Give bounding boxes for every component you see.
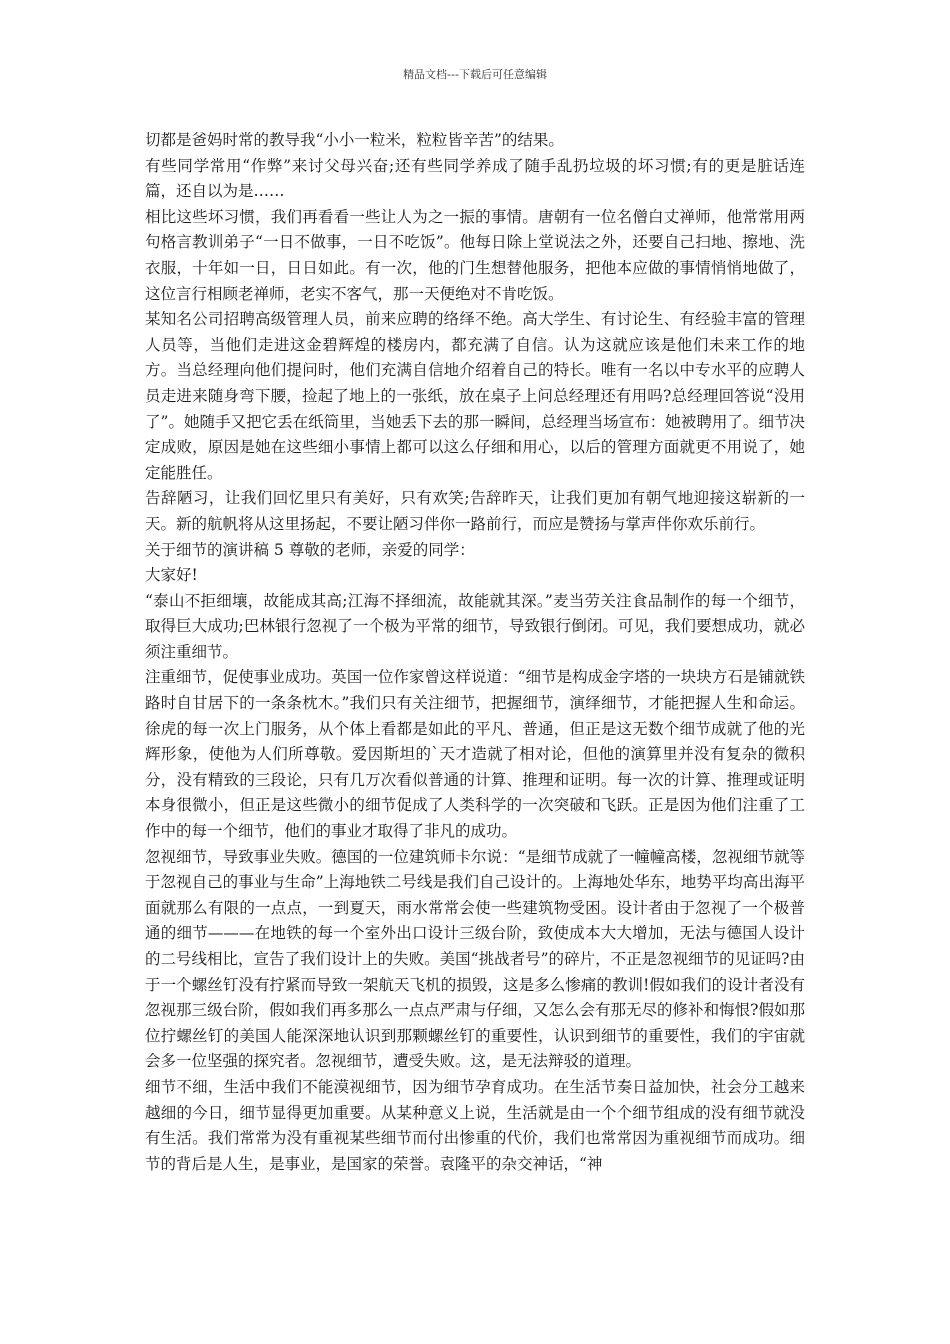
paragraph: 有些同学常用“作弊”来讨父母兴奋;还有些同学养成了随手乱扔垃圾的坏习惯;有的更是脏话连篇，还自以为是…… bbox=[145, 156, 805, 201]
paragraph: 相比这些坏习惯，我们再看看一些让人为之一振的事情。唐朝有一位名僧白丈禅师，他常常用两句格言教训弟子“一日不做事，一日不吃饭”。他每日除上堂说法之外，还要自己扫地、擦地、洗衣服，十年如一日，日日如此。有一次，他的门生想替他服务，把他本应做的事情悄悄地做了，这位言行相顾老禅师，老实不客气，那一天便绝对不肯吃饭。 bbox=[145, 207, 805, 303]
paragraph: 切都是爸妈时常的教导我“小小一粒米，粒粒皆辛苦”的结果。 bbox=[145, 131, 564, 149]
paragraph: 告辞陋习，让我们回忆里只有美好，只有欢笑;告辞昨天，让我们更加有朝气地迎接这崭新的一天。新的航帆将从这里扬起，不要让陋习伴你一路前行，而应是赞扬与掌声伴你欢乐前行。 bbox=[145, 489, 805, 533]
greeting: 大家好! bbox=[145, 566, 198, 585]
paragraph: 某知名公司招聘高级管理人员，前来应聘的络绎不绝。高大学生、有讨论生、有经验丰富的管理人员等，当他们走进这金碧辉煌的楼房内，都充满了自信。认为这就应该是他们未来工作的地方。当总经理向他们提问时，他们充满自信地介绍着自己的特长。唯有一名以中专水平的应聘人员走进来随身弯下腰，捡起了地上的一张纸，放在桌子上问总经理还有用吗?总经理回答说“没用了”。她随手又把它丢在纸筒里，当她丢下去的那一瞬间，总经理当场宣布：她被聘用了。细节决定成败，原因是她在这些细小事情上都可以这么仔细和用心，以后的管理方面就更不用说了，她定能胜任。 bbox=[145, 310, 805, 482]
paragraph: 细节不细，生活中我们不能漠视细节，因为细节孕育成功。在生活节奏日益加快，社会分工越来越细的今日，细节显得更加重要。从某种意义上说，生活就是由一个个细节组成的没有细节就没有生活。我们常常为没有重视某些细节而付出惨重的代价，我们也常常因为重视细节而成功。细节的背后是人生，是事业，是国家的荣誉。袁隆平的杂交神话，“神 bbox=[145, 1077, 805, 1173]
body-text bbox=[145, 128, 805, 1177]
paragraph: 忽视细节，导致事业失败。德国的一位建筑师卡尔说：“是细节成就了一幢幢高楼，忽视细节就等于忽视自己的事业与生命”上海地铁二号线是我们自己设计的。上海地处华东，地势平均高出海平面就那么有限的一点点，一到夏天，雨水常常会使一些建筑物受困。设计者由于忽视了一个极普通的细节———在地铁的每一个室外出口设计三级台阶，致使成本大大增加，无法与德国人设计的二号线相比，宣告了我们设计上的失败。美国“挑战者号”的碎片，不正是忽视细节的见证吗?由于一个螺丝钉没有拧紧而导致一架航天飞机的损毁，这是多么惨痛的教训!假如我们的设计者没有忽视那三级台阶，假如我们再多那么一点点严肃与仔细，又怎么会有那无尽的修补和悔恨?假如那位拧螺丝钉的美国人能深深地认识到那颗螺丝钉的重要性，认识到细节的重要性，我们的宇宙就会多一位坚强的探究者。忽视细节，遭受失败。这，是无法辩驳的道理。 bbox=[145, 847, 805, 1071]
page-header: 精品文档---下载后可任意编辑 bbox=[403, 68, 547, 81]
paragraph: “泰山不拒细壤，故能成其高;江海不择细流，故能就其深。”麦当劳关注食品制作的每一个细节，取得巨大成功;巴林银行忽视了一个极为平常的细节，导致银行倒闭。可见，我们要想成功，就必须注重细节。 bbox=[145, 591, 805, 661]
paragraph: 注重细节，促使事业成功。英国一位作家曾这样说道：“细节是构成金字塔的一块块方石是铺就铁路时自甘居下的一条条枕木。”我们只有关注细节，把握细节，演绎细节，才能把握人生和命运。徐虎的每一次上门服务，从个体上看都是如此的平凡、普通，但正是这无数个细节成就了他的光辉形象，使他为人们所尊敬。爱因斯坦的`天才造就了相对论，但他的演算里并没有复杂的微积分，没有精致的三段论，只有几万次看似普通的计算、推理和证明。每一次的计算、推理或证明本身很微小，但正是这些微小的细节促成了人类科学的一次突破和飞跃。正是因为他们注重了工作中的每一个细节，他们的事业才取得了非凡的成功。 bbox=[145, 668, 805, 841]
section-heading: 关于细节的演讲稿 5 尊敬的老师，亲爱的同学： bbox=[145, 540, 475, 559]
